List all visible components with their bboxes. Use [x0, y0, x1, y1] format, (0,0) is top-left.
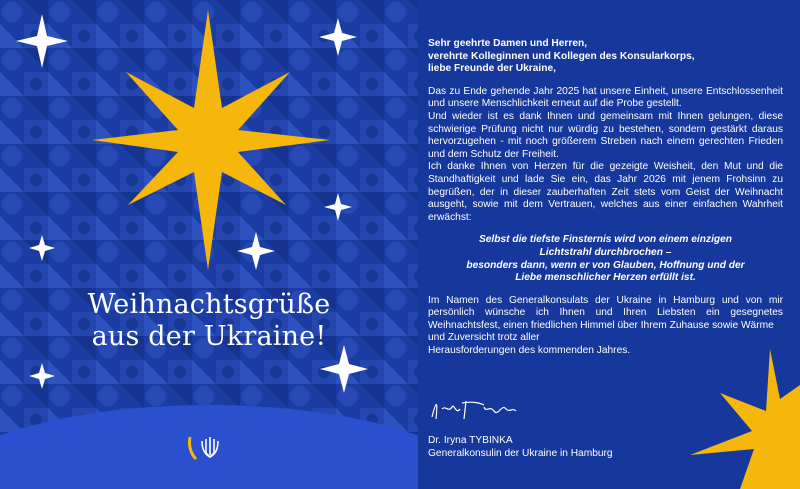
salutation-line: Sehr geehrte Damen und Herren, [428, 38, 588, 49]
salutation-line: liebe Freunde der Ukraine, [428, 63, 556, 75]
corner-star-icon [690, 349, 800, 489]
paragraph: Und wieder ist es dank Ihnen und gemeinsam mit Ihnen gelungen, diese schwierige Prüfung nicht nur würdig zu bestehen, sondern gestärkt daraus hervorzugehen - mit noch größerem Streben nach einem gerechten Frieden und dem Schutz der Freiheit. [428, 110, 783, 160]
quote-line: Selbst die tiefste Finsternis wird von einem einzigen [478, 234, 733, 246]
headline-line-1: Weihnachtsgrüße [87, 289, 331, 320]
quote-line: Liebe menschlicher Herzen erfüllt ist. [515, 272, 696, 284]
quote-line: besonders dann, wenn er von Glauben, Hoffnung und der [466, 259, 745, 271]
paragraph: Ich danke Ihnen von Herzen für die gezeigte Weisheit, den Mut und die Standhaftigkeit und lade Sie ein, das Jahr 2026 mit jenem Frohsinn zu begrüßen, der in dieser zauberhaften Zeit stets vom Geist der Weihnacht ausgeht, sowie mit dem Vertrauen, welches aus einer einfachen Wahrheit erwächst: [428, 161, 783, 223]
letter-text [428, 38, 783, 358]
signer-block [428, 435, 613, 460]
closing-line: Herausforderungen des kommenden Jahres. [428, 345, 631, 357]
signer-name: Dr. Iryna TYBINKA [428, 435, 513, 446]
ukraine-trident-icon [186, 435, 222, 461]
quote-line: Lichtstrahl durchbrochen – [539, 246, 672, 258]
salutation-line: verehrte Kolleginnen und Kollegen des Konsularkorps, [428, 50, 695, 62]
closing-paragraph: Im Namen des Generalkonsulats der Ukraine in Hamburg und von mir persönlich wünsche ich Ihnen und Ihren Liebsten ein gesegnetes Weihnachtsfest, einen friedlichen Himmel über Ihrem Zuhause sowie Wärme [428, 294, 783, 331]
paragraph: Das zu Ende gehende Jahr 2025 hat unsere Einheit, unsere Entschlossenheit und unsere Menschlichkeit erneut auf die Probe gestellt. [428, 85, 783, 110]
signer-title: Generalkonsulin der Ukraine in Hamburg [428, 447, 613, 459]
handwritten-signature [428, 395, 518, 425]
headline-line-2: aus der Ukraine! [91, 321, 327, 352]
closing-line: und Zuversicht trotz aller [428, 332, 540, 344]
